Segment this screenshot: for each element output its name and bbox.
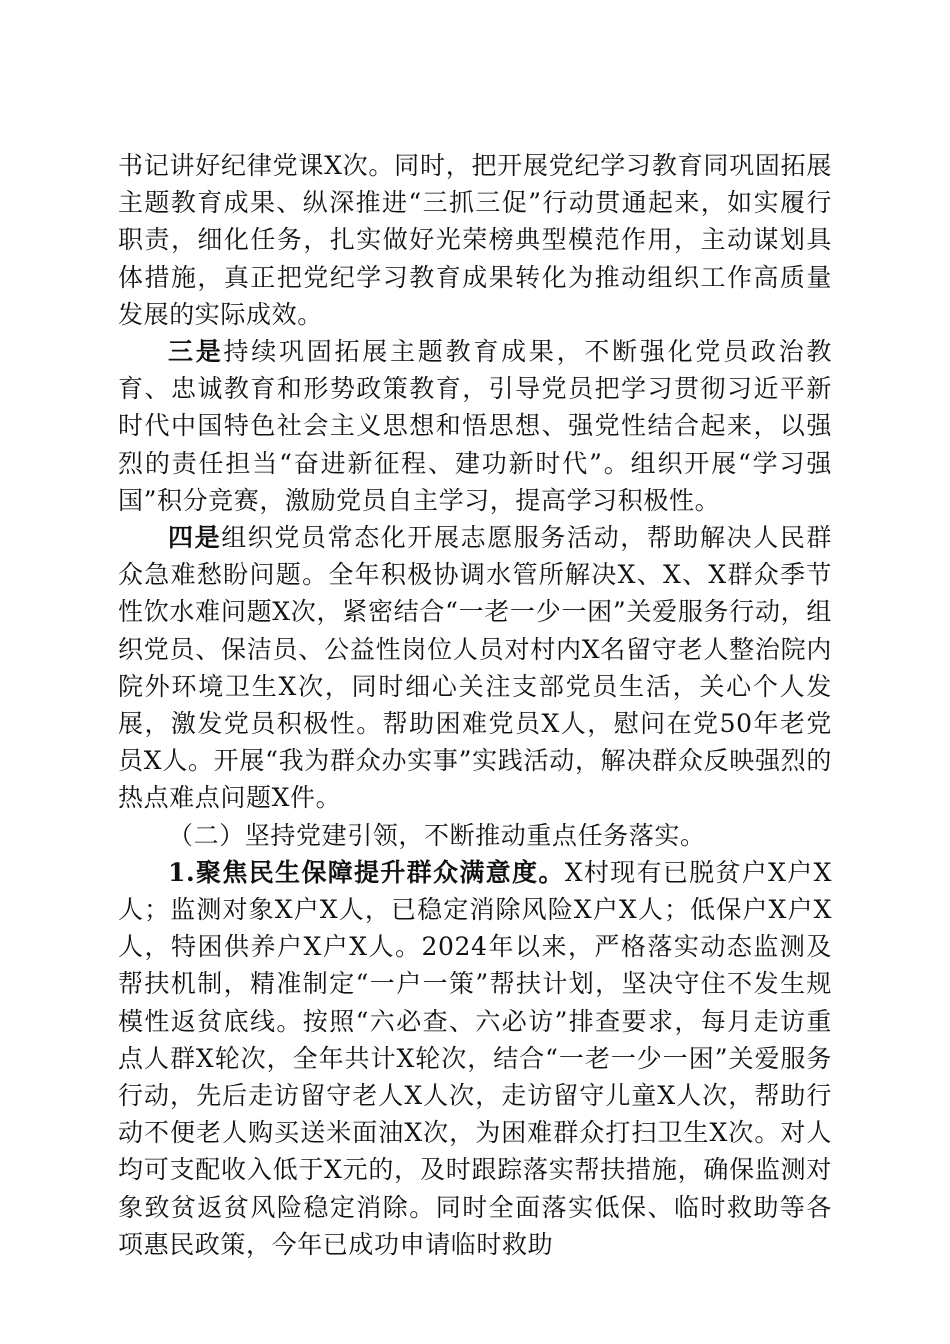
paragraph-lead: 1.聚焦民生保障提升群众满意度。	[168, 857, 565, 887]
section-heading-text: （二）坚持党建引领，不断推动重点任务落实。	[168, 820, 706, 850]
paragraph-text: 持续巩固拓展主题教育成果，不断强化党员政治教育、忠诚教育和形势政策教育，引导党员把学习贯彻习近平新时代中国特色社会主义思想和悟思想、强党性结合起来，以强烈的责任担当“奋进新征程、建功新时代”。组织开展“学习强国”积分竞赛，激励党员自主学习，提高学习积极性。	[118, 337, 832, 515]
paragraph-livelihood	[118, 854, 832, 1263]
paragraph-four	[118, 519, 832, 817]
paragraph-three	[118, 333, 832, 519]
paragraph-lead: 三是	[168, 337, 224, 367]
paragraph-lead: 四是	[168, 523, 222, 553]
paragraph-text: 组织党员常态化开展志愿服务活动，帮助解决人民群众急难愁盼问题。全年积极协调水管所解决X、X、X群众季节性饮水难问题X次，紧密结合“一老一少一困”关爱服务行动，组织党员、保洁员、公益性岗位人员对村内X名留守老人整治院内院外环境卫生X次，同时细心关注支部党员生活，关心个人发展，激发党员积极性。帮助困难党员X人，慰问在党50年老党员X人。开展“我为群众办实事”实践活动，解决群众反映强烈的热点难点问题X件。	[118, 523, 832, 813]
paragraph-text: X村现有已脱贫户X户X人；监测对象X户X人，已稳定消除风险X户X人；低保户X户X人，特困供养户X户X人。2024年以来，严格落实动态监测及帮扶机制，精准制定“一户一策”帮扶计划，坚决守住不发生规模性返贫底线。按照“六必查、六必访”排查要求，每月走访重点人群X轮次，全年共计X轮次，结合“一老一少一困”关爱服务行动，先后走访留守老人X人次，走访留守儿童X人次，帮助行动不便老人购买送米面油X次，为困难群众打扫卫生X次。对人均可支配收入低于X元的，及时跟踪落实帮扶措施，确保监测对象致贫返贫风险稳定消除。同时全面落实低保、临时救助等各项惠民政策，今年已成功申请临时救助	[118, 857, 833, 1259]
document-page	[118, 147, 832, 1263]
paragraph-text: 书记讲好纪律党课X次。同时，把开展党纪学习教育同巩固拓展主题教育成果、纵深推进“三抓三促”行动贯通起来，如实履行职责，细化任务，扎实做好光荣榜典型模范作用，主动谋划具体措施，真正把党纪学习教育成果转化为推动组织工作高质量发展的实际成效。	[118, 151, 832, 329]
section-heading	[118, 817, 832, 854]
paragraph-party-lecture	[118, 147, 832, 333]
